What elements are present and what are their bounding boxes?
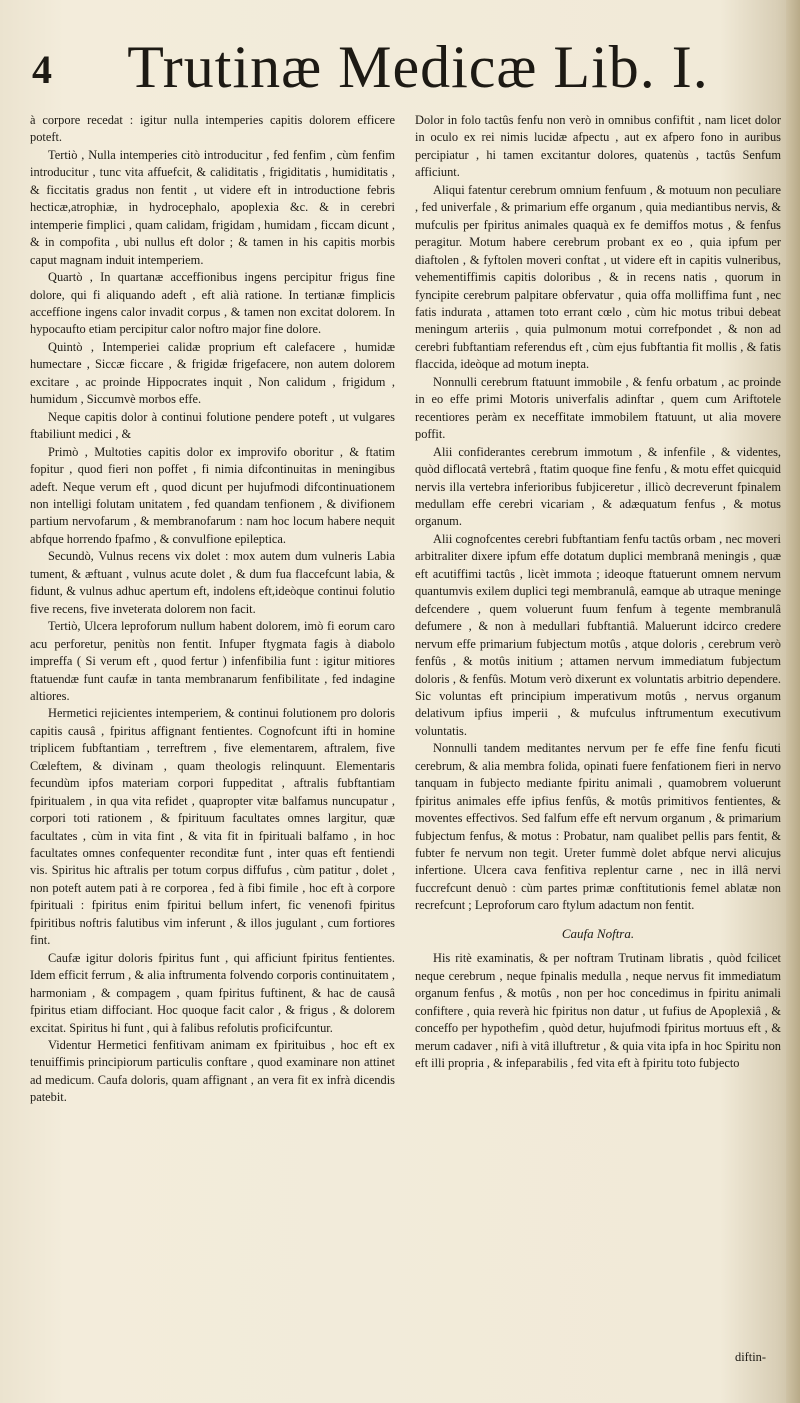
paragraph: Secundò, Vulnus recens vix dolet : mox autem dum vulneris Labia tument, & æftuant , vulnus acute dolet , & dum fua flaccefcunt labia, & fidunt, & vulnus adhuc apertum eft, indolens eft,ideòque continui folutio five recens, five inveterata dolorem non facit.: [30, 549, 395, 616]
paragraph: Videntur Hermetici fenfitivam animam ex fpirituibus , hoc eft ex tenuiffimis principiorum particulis conftare , quod examinare non attinet ad medicum. Caufa doloris, quam affignant , an vera fit ex infrà dicendis patebit.: [30, 1038, 395, 1105]
paragraph: Caufæ igitur doloris fpiritus funt , qui afficiunt fpiritus fentientes. Idem efficit ferrum , & alia inftrumenta folvendo corporis continuitatem , harmoniam , & compagem , quam fpiritus fuftinent, & hac de causâ fpiritus etiam diffociant. Hoc quoque facit calor , & frigus , & dolorem excitat. Spiritus hi funt , qui à falibus refolutis proficifcuntur.: [30, 950, 395, 1035]
paragraph: Hermetici rejicientes intemperiem, & continui folutionem pro doloris capitis causâ , fpiritus affignant fentientes. Cognofcunt ifti in homine triplicem fubftantiam , terreftrem , five elementarem, aftralem, five Cœleftem, & divinam , quam theologis relinquunt. Elementaris fecundùm ipfos materiam corpori fuppeditat , aftralis fubftantiam fpiritualem , in qua vita refidet , quapropter vitæ balfamus nuncupatur , corpori toti rationem , & fpirituum facultates omnes largitur, quæ facultates , cùm in vita fint , & vita fit in fpirituali balfamo , in hoc facultates omnes confequenter reconditæ funt , inter quas eft fentiendi vis. Spiritus hic aftralis per totum corpus diffufus , cùm patitur , dolet , non poteft autem pati à re corporea , fed à fibi fimile , hoc eft à corpore fpirituali : fpiritus enim fpiritui bellum infert, fic venenofi fpiritus fpiritibus noftris falutibus vim inferunt , & illos jugulant , cum fortiores fint.: [30, 706, 395, 948]
paragraph: Dolor in folo tactûs fenfu non verò in omnibus confiftit , nam licet dolor in oculo ex rei nimis lucidæ afpectu , aut ex afpero fono in auribus percipiatur , hi tamen excitantur dolores, quatenùs , tactûs Senfum afficiunt.: [415, 113, 781, 180]
paragraph: Aliqui fatentur cerebrum omnium fenfuum , & motuum non peculiare , fed univerfale , & primarium effe organum , quia mediantibus nervis, & mufculis per fpiritus animales quaquà ex fe demiffos motus , & fenfus peragitur. Motum habere cerebrum probant ex eo , quia ipfum per diaftolen , & fyftolen moveri conftat , ut videre eft in capitis vulneribus, vehementiffimis capitis doloribus , & in recens natis , quorum in fyncipite cerebrum palpitare obfervatur , quia offa molliffima funt , nec fatis indurata , attamen toto errant cœlo , cùm hic motus tribui debeat meningum arteriis , quia pulmonum motui correfpondet , & non ad cerebri fubftantiam referendus eft , cùm ejus fubftantia fit mollis , & fatis flaccida, ideòque ad motum inepta.: [415, 182, 781, 372]
page-number: 4: [32, 47, 52, 92]
page-edge: [786, 0, 800, 1403]
paragraph: Nonnulli tandem meditantes nervum per fe effe fine fenfu ficuti cerebrum, & alia membra folida, opinati fuere fenfationem fieri in nervo tanquam in fubjecto mediante fpiritu animali , quamobrem voluerunt fpiritus animales effe ipfius fenfûs, & motûs primitivos fentientes, & moventes effectivos. Sed falfum effe eft nervum organum , & primarium fubjectum fenfus, & motus : Probatur, nam qualibet pellis pars fentit, & fubter fe nervum non tegit. Ureter fummè dolet abfque nervi alicujus infertione. Ulcera cava fenfitiva replentur carne , nec in illâ nervi fuccrefcunt denuò : cùm partes primæ conftitutionis femel ablatæ non recrefcunt ; Leproforum caro ftylum adactum non fentit.: [415, 741, 781, 913]
paragraph: Alii cognofcentes cerebri fubftantiam fenfu tactûs orbam , nec moveri arbitraliter dixere ipfum effe dotatum duplici membranâ meningis , quæ eft acutiffimi tactûs , licèt immota ; ideoque ftatuerunt omnem nervum quantumvis exilem duplici tegi membranulâ, eamque ab utraque meninge defcendere , quem voluerunt fuum fenfum à tegente membranulâ defumere , & non à medullari fubftantiâ. Maluerunt idcirco credere nervum effe primarium fubjectum motûs , atque doloris , cerebrum verò fenfûs , & motûs initium ; attamen nervum immediatum fubjectum doloris , & fenfûs. Motum verò dixerunt ex voluntatis arbitrio dependere. Sic voluntas eft principium imperativum motûs , nervus organum delativum ipfius imperii , & mufculus inftrumentum executivum voluntatis.: [415, 531, 781, 738]
paragraph: Tertiò , Nulla intemperies citò introducitur , fed fenfim , cùm fenfim introducitur , tunc vita affuefcit, & caliditatis , frigiditatis , humiditatis , & ficcitatis gradus non fentit , ut videre eft in introductione febris hecticæ,atrophiæ, in hydrocephalo, apoplexia &c. & in cerebri intemperie fimplici , quam calidam, frigidam , humidam , ficcam dicunt , & in compofita , ubi nullus eft dolor ; & tamen in his capitis morbis caput magnam induit intemperiem.: [30, 147, 395, 267]
paragraph: Primò , Multoties capitis dolor ex improvifo oboritur , & ftatim fopitur , quod fieri non poffet , fi nimia difcontinuitas in meningibus adeft. Neque verum eft , quod dicunt per hujufmodi difcontinuationem non intelligi folutam unitatem , fed quandam tenfionem , & divifionem partium nervofarum , & membranofarum : nam hoc locum habere nequit abfque horrendo fpafmo , & convulfione epileptica.: [30, 444, 395, 546]
paragraph: His ritè examinatis, & per noftram Trutinam libratis , quòd fcilicet neque cerebrum , neque fpinalis medulla , neque nervus fit immediatum organum fenfus , & motûs , non per hoc concedimus in fpiritu animali confiftere , quia reverà hic fpiritus non datur , ut fufius de Apoplexiâ , & conceffo per hypothefim , quòd detur, hujufmodi fpiritus mortuus eft , & merum cadaver , nifi à vitâ illuftretur , & quia vita ipfa in hoc Spiritu non eft illi propria , & infeparabilis , fed vita eft à fpiritu toto fubjecto: [415, 951, 781, 1071]
paragraph: Nonnulli cerebrum ftatuunt immobile , & fenfu orbatum , ac proinde in eo effe primi Motoris univerfalis adinftar , quem cum Ariftotele recentiores peràm ex neceffitate immobilem ftatuunt, ut alia movere poffit.: [415, 374, 781, 442]
paragraph: Tertiò, Ulcera leproforum nullum habent dolorem, imò fi eorum caro acu perforetur, penitùs non fentit. Infuper ftygmata fagis à diabolo impreffa ( Si verum eft , quod fertur ) infenfibilia funt : igitur mitiores ftatuendæ funt caufæ in tanta membranarum fenfibilitate , fed indagine altiores.: [30, 619, 395, 703]
running-title: Trutinæ Medicæ Lib. I.: [127, 34, 709, 100]
right-text-column: [415, 112, 781, 1072]
catchword: diftin-: [735, 1350, 766, 1364]
paragraph: Quintò , Intemperiei calidæ proprium eft calefacere , humidæ humectare , Siccæ ficcare , & frigidæ frigefacere, non autem dolorem excitare , ac proinde Hippocrates inquit , Non calidum , frigidum , humidum , Siccumvè morbos effe.: [30, 339, 395, 407]
paragraph: Neque capitis dolor à continui folutione pendere poteft , ut vulgares ftabiliunt medici , &: [30, 409, 395, 442]
paragraph: à corpore recedat : igitur nulla intemperies capitis dolorem efficere poteft.: [30, 113, 395, 145]
paragraph: Alii confiderantes cerebrum immotum , & infenfile , & videntes, quòd diflocatâ vertebrâ , ftatim quoque fine fenfu , & motu effet quicquid nervis illa vertebra inferioribus fubjiceretur , illicò decreverunt fpinalem medullam effe cerebri vicariam , & adæquatum fenfus , & motus organum.: [415, 444, 781, 529]
paragraph: Quartò , In quartanæ acceffionibus ingens percipitur frigus fine dolore, qui fi aliquando adeft , eft alià ratione. In tertianæ fimplicis acceffione ingens calor invadit corpus , & tamen non excitat dolorem. In hypocaufto etiam percipitur calor noftro major fine dolore.: [30, 270, 395, 337]
section-heading: Caufa Noftra.: [561, 925, 635, 941]
left-text-column: [30, 112, 395, 1107]
